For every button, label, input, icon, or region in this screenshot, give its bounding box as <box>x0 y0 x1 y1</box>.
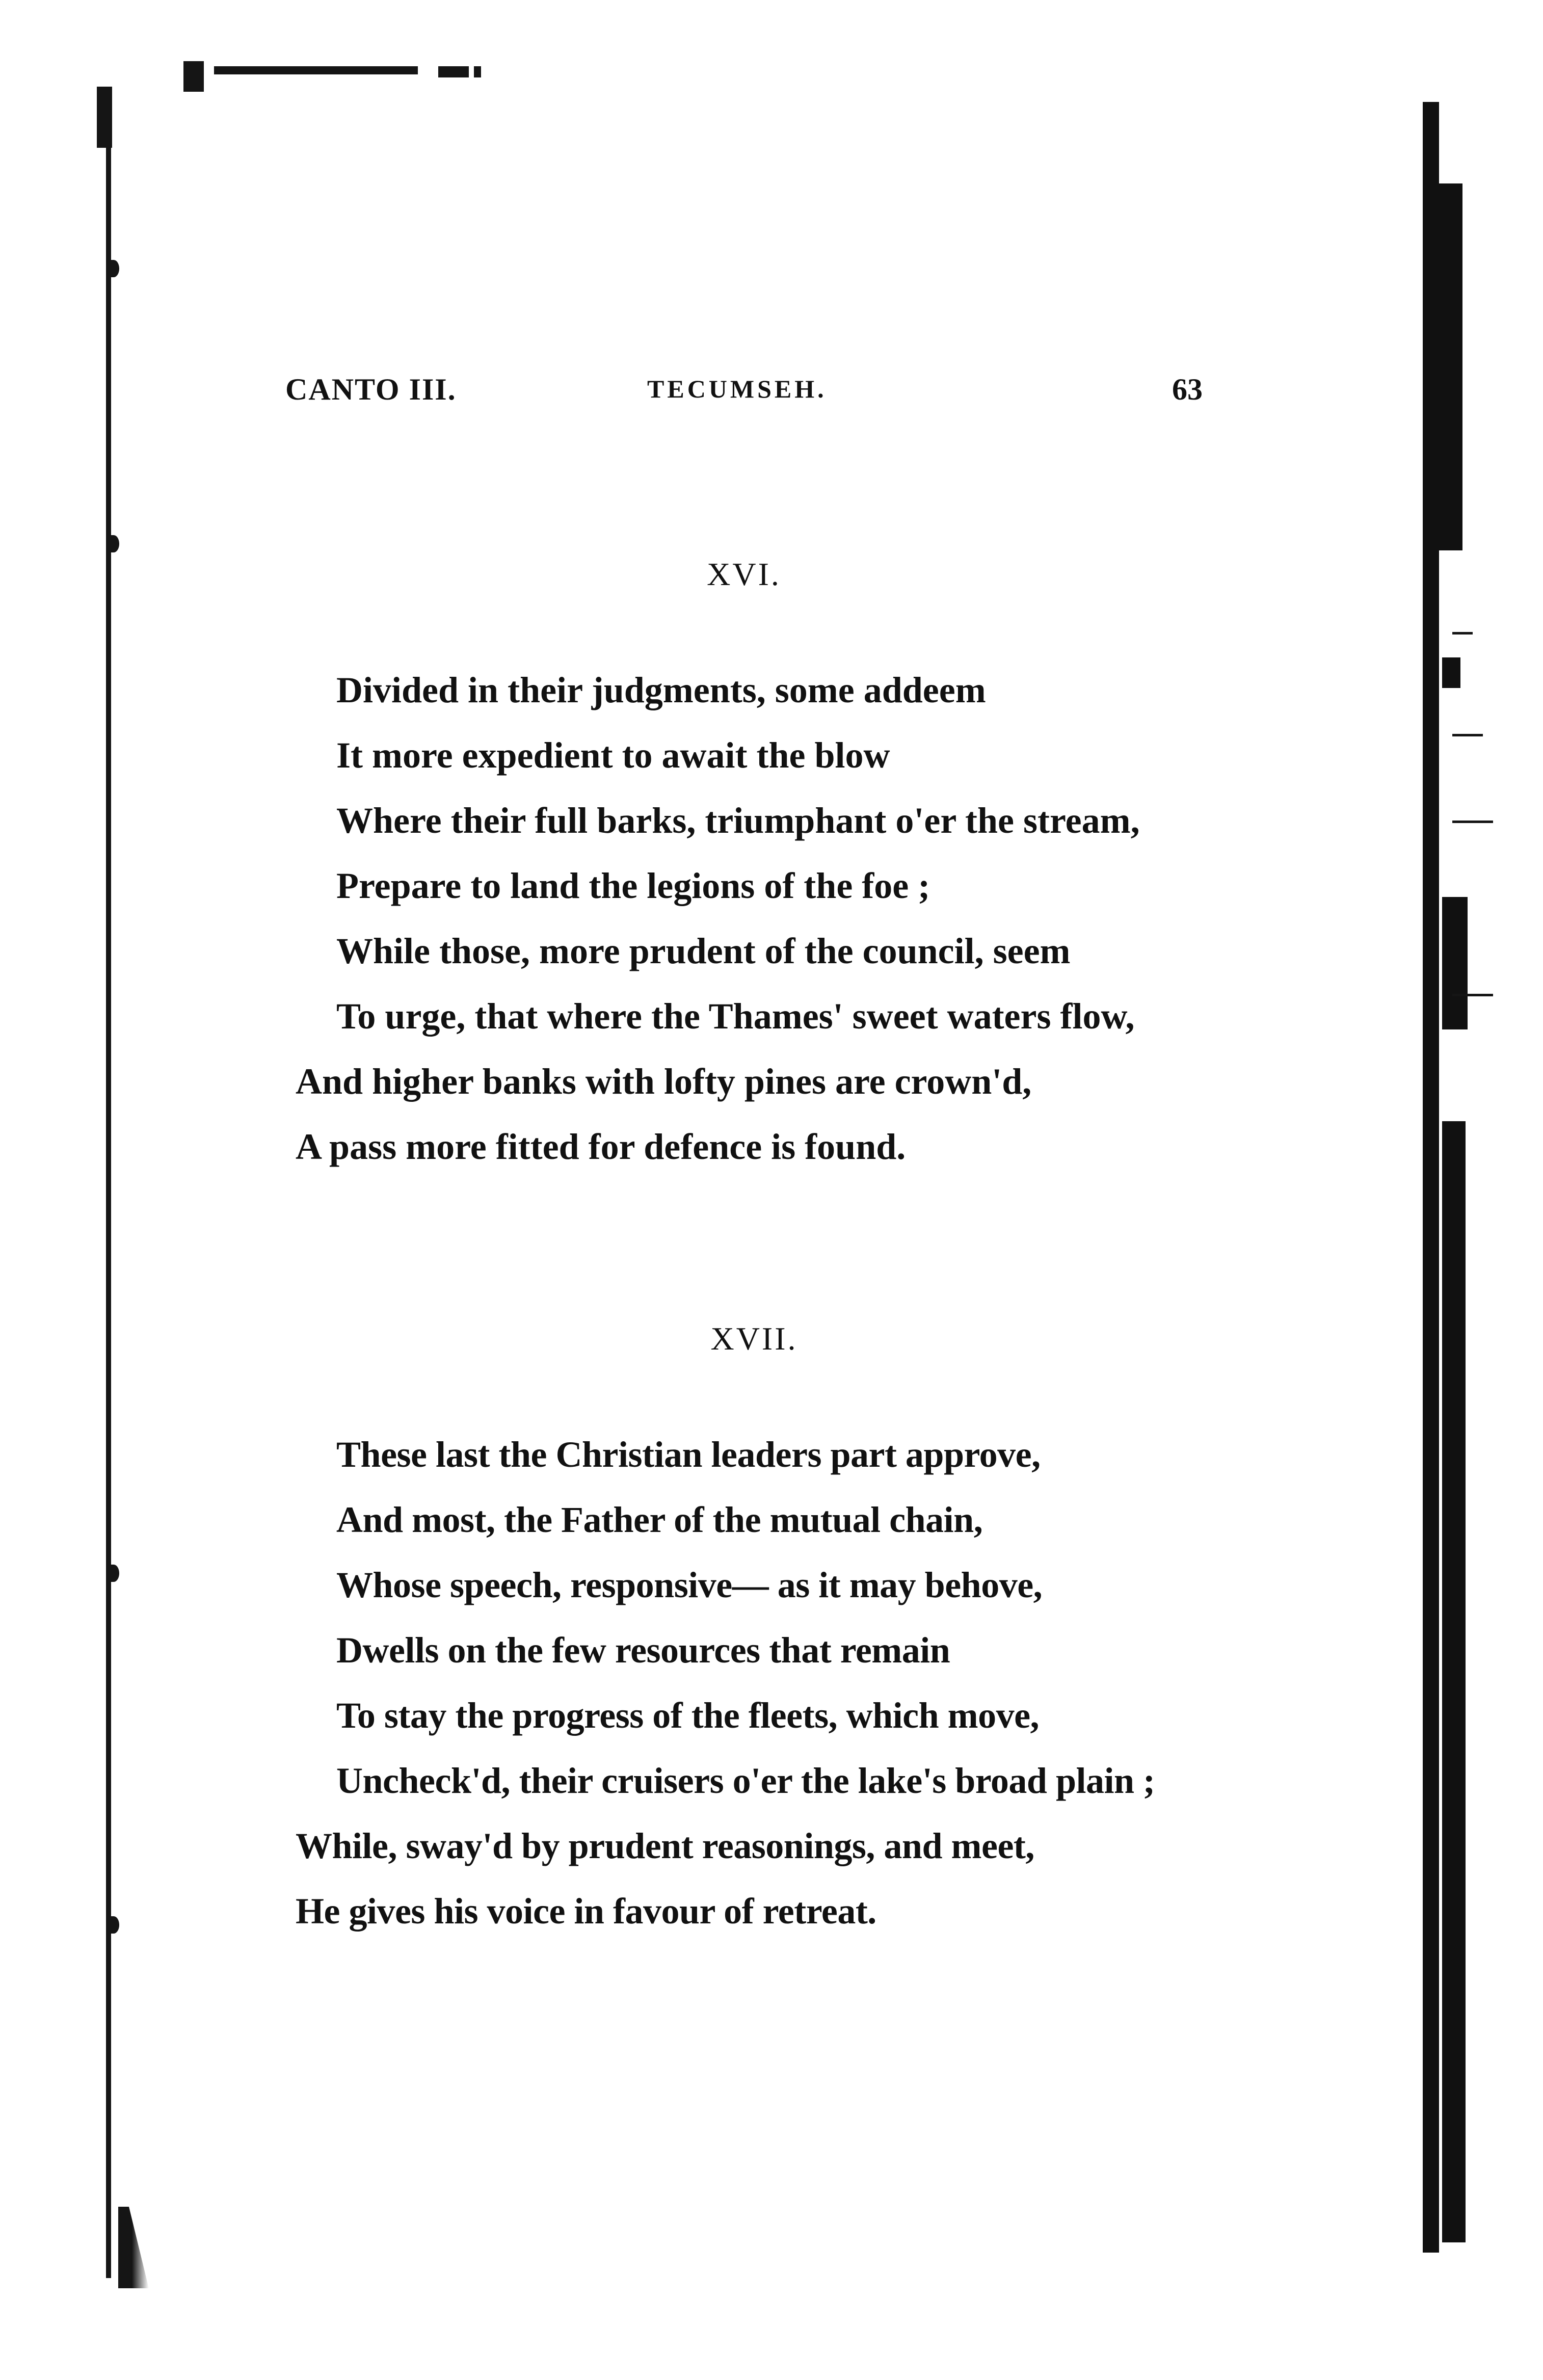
verse-line: Uncheck'd, their cruisers o'er the lake's broad plain ; <box>336 1760 1155 1801</box>
stanza-xvi <box>296 657 1315 1179</box>
verse-line: Divided in their judgments, some addeem <box>336 670 986 710</box>
verse-line: These last the Christian leaders part approve, <box>336 1434 1041 1475</box>
canto-label: CANTO III. <box>285 373 457 406</box>
verse-line: And higher banks with lofty pines are crown'd, <box>296 1061 1032 1102</box>
verse-line: To stay the progress of the fleets, which move, <box>336 1695 1040 1736</box>
right-edge-tick <box>1452 632 1473 634</box>
top-edge-rule <box>214 66 418 74</box>
right-edge-shadow <box>1442 1121 1466 2242</box>
edge-notch <box>108 1916 119 1934</box>
stanza-xvii <box>296 1422 1315 1944</box>
verse-line: Prepare to land the legions of the foe ; <box>336 865 930 906</box>
right-edge-tick <box>1452 734 1483 736</box>
verse-line: And most, the Father of the mutual chain, <box>336 1499 983 1540</box>
edge-notch <box>108 260 119 277</box>
verse-line: Whose speech, responsive— as it may behove, <box>336 1565 1043 1605</box>
left-page-edge-bottom <box>118 2207 149 2288</box>
right-edge-tick <box>1452 821 1493 823</box>
page-number: 63 <box>1172 373 1203 406</box>
verse-line: Where their full barks, triumphant o'er the stream, <box>336 800 1140 841</box>
left-page-edge-top <box>97 87 112 148</box>
verse-line: To urge, that where the Thames' sweet waters flow, <box>336 996 1135 1037</box>
top-edge-mark <box>474 66 481 77</box>
top-edge-mark <box>183 61 204 92</box>
verse-line: Dwells on the few resources that remain <box>336 1630 950 1671</box>
book-title: TECUMSEH. <box>647 375 827 403</box>
stanza-number-xvii: XVII. <box>710 1320 798 1357</box>
verse-line: He gives his voice in favour of retreat. <box>296 1891 876 1932</box>
top-edge-mark <box>438 66 469 77</box>
verse-line: It more expedient to await the blow <box>336 735 890 776</box>
verse-line: While, sway'd by prudent reasonings, and meet, <box>296 1826 1034 1866</box>
edge-notch <box>108 535 119 552</box>
edge-notch <box>108 1565 119 1582</box>
right-edge-shadow <box>1442 897 1468 1029</box>
stanza-number-xvi: XVI. <box>707 556 781 592</box>
right-edge-tick <box>1452 994 1493 996</box>
right-edge-shadow <box>1437 183 1462 550</box>
verse-line: While those, more prudent of the council, seem <box>336 931 1071 971</box>
right-edge-shadow <box>1442 657 1460 688</box>
left-page-edge <box>106 97 111 2278</box>
running-head <box>285 372 1203 413</box>
verse-line: A pass more fitted for defence is found. <box>296 1126 906 1167</box>
